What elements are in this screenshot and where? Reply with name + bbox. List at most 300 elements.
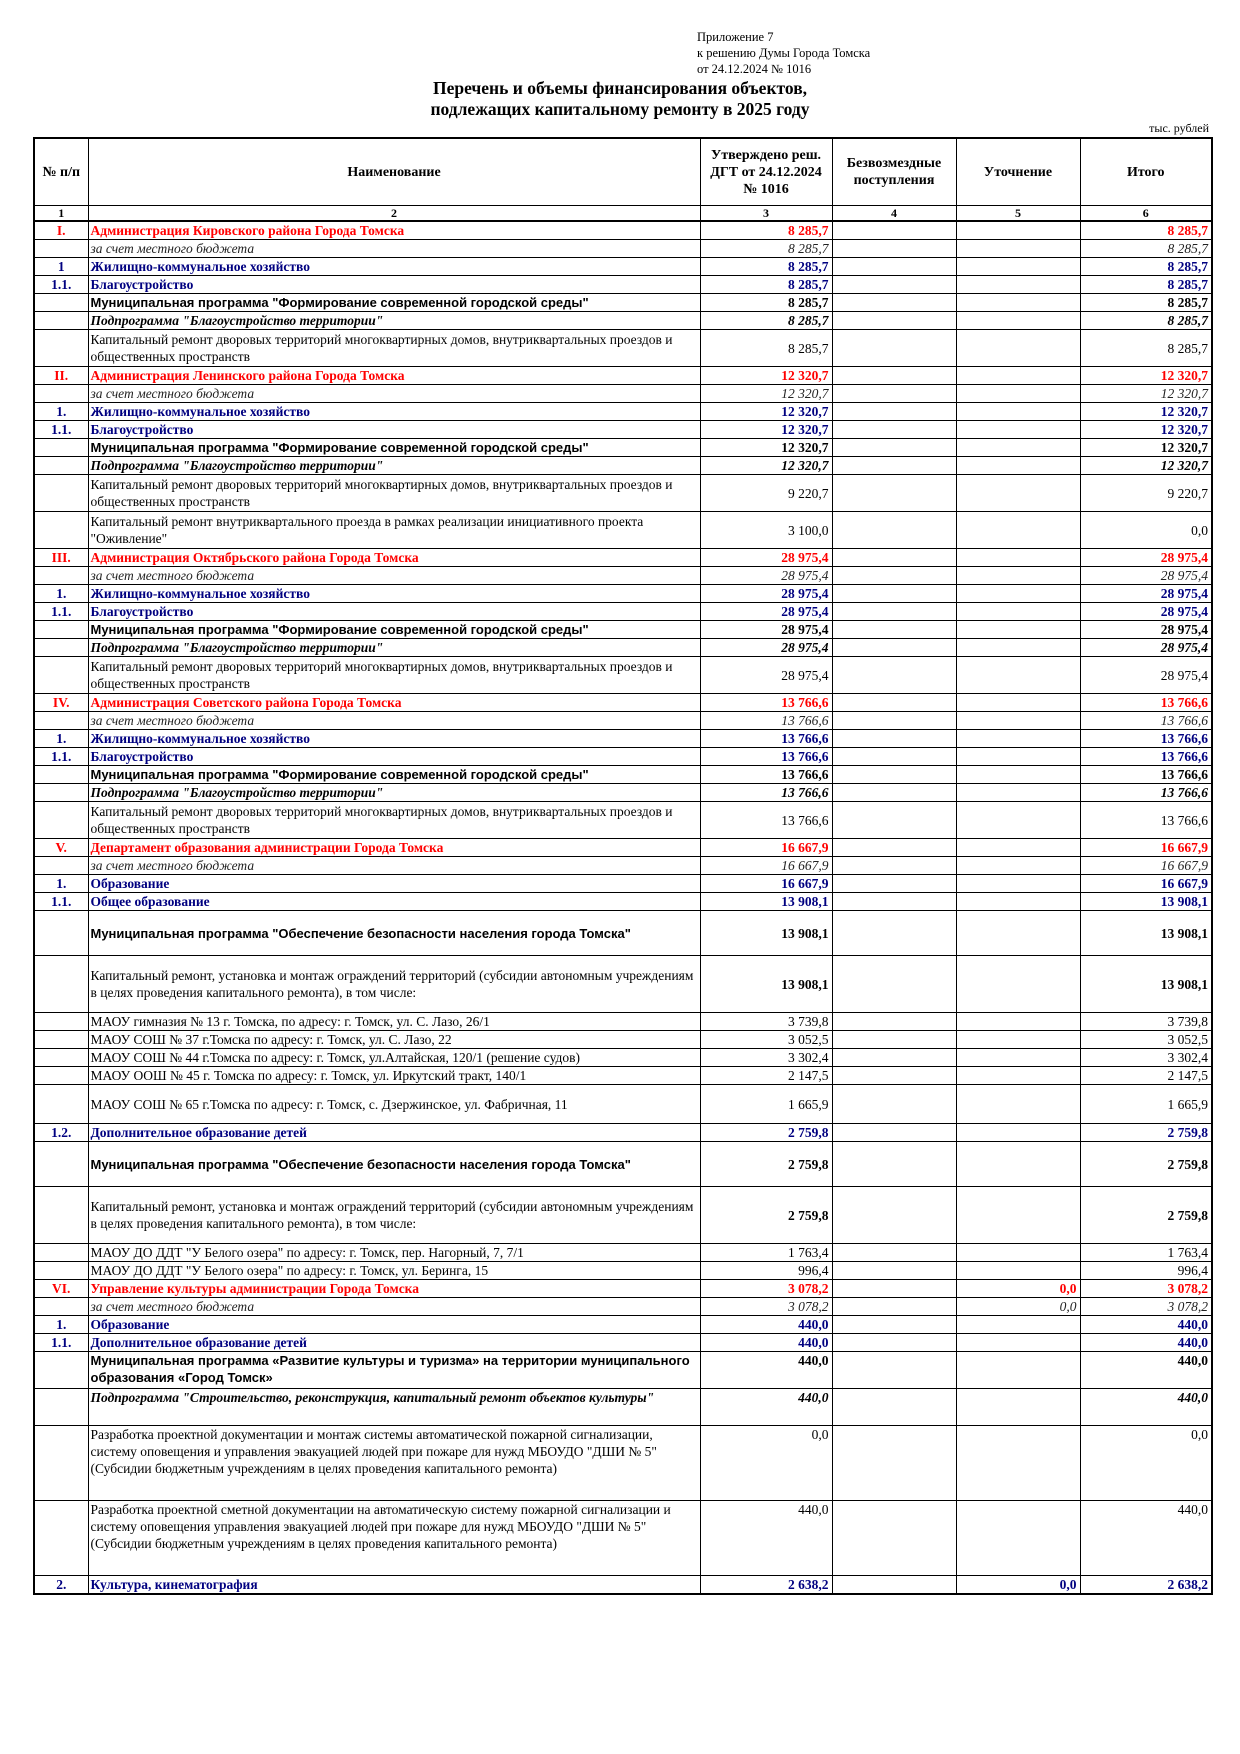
table-row [34, 1031, 1212, 1049]
row-name: Жилищно-коммунальное хозяйство [88, 258, 700, 276]
row-adjust [956, 1124, 1080, 1142]
row-adjust [956, 258, 1080, 276]
row-name: Общее образование [88, 893, 700, 911]
row-name: Муниципальная программа "Формирование современной городской среды" [88, 439, 700, 457]
row-number [34, 1244, 88, 1262]
row-adjust [956, 312, 1080, 330]
row-number: 1.1. [34, 603, 88, 621]
table-row [34, 421, 1212, 439]
table-row [34, 1085, 1212, 1124]
document-title [0, 78, 1240, 120]
row-approved: 13 908,1 [700, 911, 832, 956]
table-row [34, 385, 1212, 403]
row-total: 28 975,4 [1080, 585, 1212, 603]
row-adjust [956, 1352, 1080, 1389]
row-grants [832, 367, 956, 385]
row-total: 13 766,6 [1080, 766, 1212, 784]
row-total: 12 320,7 [1080, 439, 1212, 457]
row-name: Жилищно-коммунальное хозяйство [88, 730, 700, 748]
row-total: 16 667,9 [1080, 875, 1212, 893]
row-adjust [956, 475, 1080, 512]
row-adjust [956, 221, 1080, 240]
row-total: 13 766,6 [1080, 802, 1212, 839]
row-total: 2 759,8 [1080, 1124, 1212, 1142]
column-number: 6 [1080, 206, 1212, 222]
row-approved: 8 285,7 [700, 240, 832, 258]
row-name: Образование [88, 875, 700, 893]
row-grants [832, 567, 956, 585]
table-row [34, 312, 1212, 330]
table-row [34, 802, 1212, 839]
row-name: Муниципальная программа «Развитие культуры и туризма» на территории муниципального образования «Город Томск» [88, 1352, 700, 1389]
row-number [34, 657, 88, 694]
table-row [34, 1262, 1212, 1280]
row-name: за счет местного бюджета [88, 240, 700, 258]
row-name: Капитальный ремонт дворовых территорий многоквартирных домов, внутриквартальных проездов и общественных пространств [88, 657, 700, 694]
table-row [34, 621, 1212, 639]
row-name: Благоустройство [88, 603, 700, 621]
row-number [34, 1501, 88, 1576]
row-number [34, 512, 88, 549]
row-total: 12 320,7 [1080, 367, 1212, 385]
row-approved: 2 759,8 [700, 1124, 832, 1142]
row-adjust [956, 294, 1080, 312]
row-number: II. [34, 367, 88, 385]
row-grants [832, 1576, 956, 1595]
row-name: Администрация Кировского района Города Томска [88, 221, 700, 240]
row-adjust [956, 1013, 1080, 1031]
row-number: 1. [34, 403, 88, 421]
row-total: 3 052,5 [1080, 1031, 1212, 1049]
row-approved: 28 975,4 [700, 603, 832, 621]
row-total: 8 285,7 [1080, 258, 1212, 276]
appendix-line-3: от 24.12.2024 № 1016 [697, 62, 812, 76]
row-approved: 12 320,7 [700, 439, 832, 457]
row-adjust [956, 802, 1080, 839]
row-adjust [956, 1067, 1080, 1085]
row-grants [832, 258, 956, 276]
row-number [34, 240, 88, 258]
row-grants [832, 276, 956, 294]
row-approved: 12 320,7 [700, 421, 832, 439]
row-name: Капитальный ремонт, установка и монтаж ограждений территорий (субсидии автономным учреждениям в целях проведения капитального ремонта), в том числе: [88, 956, 700, 1013]
row-number [34, 330, 88, 367]
row-number [34, 911, 88, 956]
table-row [34, 1334, 1212, 1352]
row-adjust [956, 276, 1080, 294]
row-total: 13 908,1 [1080, 956, 1212, 1013]
row-number [34, 475, 88, 512]
row-approved: 28 975,4 [700, 567, 832, 585]
row-grants [832, 457, 956, 475]
table-row [34, 1049, 1212, 1067]
row-number [34, 1142, 88, 1187]
row-adjust [956, 766, 1080, 784]
row-adjust [956, 857, 1080, 875]
row-total: 3 078,2 [1080, 1298, 1212, 1316]
row-approved: 28 975,4 [700, 639, 832, 657]
row-number [34, 1352, 88, 1389]
row-name: Благоустройство [88, 276, 700, 294]
row-adjust [956, 457, 1080, 475]
table-row [34, 603, 1212, 621]
table-row [34, 240, 1212, 258]
row-adjust [956, 621, 1080, 639]
row-adjust: 0,0 [956, 1576, 1080, 1595]
table-row [34, 276, 1212, 294]
row-total: 0,0 [1080, 512, 1212, 549]
row-number [34, 385, 88, 403]
row-adjust [956, 1031, 1080, 1049]
row-approved: 13 908,1 [700, 956, 832, 1013]
row-total: 440,0 [1080, 1352, 1212, 1389]
row-adjust [956, 567, 1080, 585]
row-adjust [956, 893, 1080, 911]
row-name: Капитальный ремонт дворовых территорий многоквартирных домов, внутриквартальных проездов и общественных пространств [88, 330, 700, 367]
table-row [34, 1067, 1212, 1085]
row-name: Жилищно-коммунальное хозяйство [88, 403, 700, 421]
row-grants [832, 639, 956, 657]
row-name: Муниципальная программа "Обеспечение безопасности населения города Томска" [88, 911, 700, 956]
row-number: V. [34, 839, 88, 857]
row-name: Капитальный ремонт, установка и монтаж ограждений территорий (субсидии автономным учреждениям в целях проведения капитального ремонта), в том числе: [88, 1187, 700, 1244]
row-name: Жилищно-коммунальное хозяйство [88, 585, 700, 603]
row-adjust [956, 911, 1080, 956]
row-name: Дополнительное образование детей [88, 1334, 700, 1352]
row-adjust [956, 1334, 1080, 1352]
table-row [34, 330, 1212, 367]
row-approved: 28 975,4 [700, 621, 832, 639]
row-name: МАОУ ДО ДДТ "У Белого озера" по адресу: г. Томск, пер. Нагорный, 7, 7/1 [88, 1244, 700, 1262]
row-total: 28 975,4 [1080, 621, 1212, 639]
column-number: 5 [956, 206, 1080, 222]
row-approved: 12 320,7 [700, 367, 832, 385]
table-row [34, 1501, 1212, 1576]
row-grants [832, 857, 956, 875]
row-name: Подпрограмма "Благоустройство территории" [88, 312, 700, 330]
table-row [34, 403, 1212, 421]
row-total: 16 667,9 [1080, 839, 1212, 857]
table-row [34, 875, 1212, 893]
row-grants [832, 475, 956, 512]
row-number: III. [34, 549, 88, 567]
row-adjust [956, 1049, 1080, 1067]
row-number: 1.1. [34, 1334, 88, 1352]
row-grants [832, 1501, 956, 1576]
row-total: 28 975,4 [1080, 639, 1212, 657]
row-total: 28 975,4 [1080, 657, 1212, 694]
header-num: № п/п [34, 138, 88, 206]
row-name: МАОУ гимназия № 13 г. Томска, по адресу: г. Томск, ул. С. Лазо, 26/1 [88, 1013, 700, 1031]
row-grants [832, 911, 956, 956]
row-name: Разработка проектной сметной документации на автоматическую систему пожарной сигнализации и систему оповещения управления эвакуацией людей при пожаре для нужд МБОУДО "ДШИ № 5" (Субсидии бюджетным учреждениям в целях проведения капитального ремонта) [88, 1501, 700, 1576]
row-grants [832, 802, 956, 839]
row-approved: 16 667,9 [700, 875, 832, 893]
row-approved: 8 285,7 [700, 221, 832, 240]
row-total: 440,0 [1080, 1334, 1212, 1352]
row-approved: 440,0 [700, 1316, 832, 1334]
row-adjust [956, 839, 1080, 857]
column-number-row [34, 206, 1212, 222]
row-adjust [956, 1244, 1080, 1262]
row-total: 16 667,9 [1080, 857, 1212, 875]
row-grants [832, 1280, 956, 1298]
table-row [34, 730, 1212, 748]
table-row [34, 639, 1212, 657]
row-number [34, 1298, 88, 1316]
financing-table [33, 137, 1213, 1595]
row-grants [832, 1316, 956, 1334]
row-adjust [956, 1316, 1080, 1334]
table-row [34, 839, 1212, 857]
header-approved: Утверждено реш. ДГТ от 24.12.2024 № 1016 [700, 138, 832, 206]
table-row [34, 1013, 1212, 1031]
row-grants [832, 403, 956, 421]
row-number: 1.1. [34, 421, 88, 439]
row-grants [832, 730, 956, 748]
appendix-note [697, 29, 870, 77]
row-grants [832, 875, 956, 893]
row-approved: 16 667,9 [700, 839, 832, 857]
row-total: 8 285,7 [1080, 330, 1212, 367]
table-body [34, 221, 1212, 1594]
row-number [34, 1049, 88, 1067]
row-grants [832, 385, 956, 403]
row-name: Департамент образования администрации Города Томска [88, 839, 700, 857]
row-number [34, 802, 88, 839]
row-number [34, 712, 88, 730]
row-total: 9 220,7 [1080, 475, 1212, 512]
column-number: 4 [832, 206, 956, 222]
row-number: 1.2. [34, 1124, 88, 1142]
table-row [34, 221, 1212, 240]
row-grants [832, 585, 956, 603]
row-approved: 8 285,7 [700, 312, 832, 330]
row-adjust [956, 657, 1080, 694]
header-total: Итого [1080, 138, 1212, 206]
row-name: Капитальный ремонт дворовых территорий многоквартирных домов, внутриквартальных проездов и общественных пространств [88, 475, 700, 512]
row-total: 1 665,9 [1080, 1085, 1212, 1124]
row-grants [832, 621, 956, 639]
row-grants [832, 1124, 956, 1142]
row-total: 13 766,6 [1080, 784, 1212, 802]
table-row [34, 1280, 1212, 1298]
row-approved: 28 975,4 [700, 585, 832, 603]
row-grants [832, 312, 956, 330]
row-total: 440,0 [1080, 1316, 1212, 1334]
row-grants [832, 549, 956, 567]
row-grants [832, 893, 956, 911]
row-grants [832, 1262, 956, 1280]
row-number [34, 784, 88, 802]
row-total: 28 975,4 [1080, 567, 1212, 585]
row-grants [832, 1298, 956, 1316]
table-row [34, 911, 1212, 956]
row-total: 3 302,4 [1080, 1049, 1212, 1067]
row-number [34, 621, 88, 639]
row-total: 1 763,4 [1080, 1244, 1212, 1262]
table-row [34, 585, 1212, 603]
row-name: за счет местного бюджета [88, 567, 700, 585]
row-approved: 1 665,9 [700, 1085, 832, 1124]
row-grants [832, 1334, 956, 1352]
row-grants [832, 1244, 956, 1262]
title-line-2: подлежащих капитальному ремонту в 2025 году [430, 99, 810, 119]
row-approved: 12 320,7 [700, 457, 832, 475]
row-total: 12 320,7 [1080, 457, 1212, 475]
row-name: МАОУ СОШ № 65 г.Томска по адресу: г. Томск, с. Дзержинское, ул. Фабричная, 11 [88, 1085, 700, 1124]
row-grants [832, 694, 956, 712]
row-grants [832, 603, 956, 621]
row-number [34, 457, 88, 475]
row-grants [832, 439, 956, 457]
row-approved: 13 766,6 [700, 784, 832, 802]
row-approved: 8 285,7 [700, 294, 832, 312]
row-number: VI. [34, 1280, 88, 1298]
row-total: 12 320,7 [1080, 385, 1212, 403]
row-approved: 13 766,6 [700, 802, 832, 839]
row-number [34, 766, 88, 784]
table-row [34, 475, 1212, 512]
row-total: 12 320,7 [1080, 421, 1212, 439]
row-number [34, 639, 88, 657]
row-name: Подпрограмма "Благоустройство территории" [88, 784, 700, 802]
title-line-1: Перечень и объемы финансирования объектов, [432, 78, 808, 98]
row-total: 13 908,1 [1080, 911, 1212, 956]
row-approved: 28 975,4 [700, 549, 832, 567]
row-approved: 12 320,7 [700, 403, 832, 421]
row-number [34, 857, 88, 875]
header-row [34, 138, 1212, 206]
row-approved: 440,0 [700, 1334, 832, 1352]
row-grants [832, 221, 956, 240]
table-row [34, 657, 1212, 694]
row-adjust [956, 585, 1080, 603]
row-approved: 3 052,5 [700, 1031, 832, 1049]
row-adjust [956, 748, 1080, 766]
table-row [34, 1187, 1212, 1244]
row-total: 2 759,8 [1080, 1187, 1212, 1244]
table-row [34, 439, 1212, 457]
row-total: 13 766,6 [1080, 748, 1212, 766]
row-name: за счет местного бюджета [88, 712, 700, 730]
table-row [34, 1352, 1212, 1389]
row-name: Разработка проектной документации и монтаж системы автоматической пожарной сигнализации, систему оповещения и управления эвакуацией людей при пожаре для нужд МБОУДО "ДШИ № 5" (Субсидии бюджетным учреждениям в целях проведения капитального ремонта) [88, 1426, 700, 1501]
row-grants [832, 1067, 956, 1085]
row-name: за счет местного бюджета [88, 385, 700, 403]
row-approved: 13 766,6 [700, 730, 832, 748]
row-name: МАОУ СОШ № 37 г.Томска по адресу: г. Томск, ул. С. Лазо, 22 [88, 1031, 700, 1049]
table-row [34, 1576, 1212, 1595]
row-total: 8 285,7 [1080, 276, 1212, 294]
row-grants [832, 1352, 956, 1389]
row-grants [832, 1426, 956, 1501]
row-total: 8 285,7 [1080, 221, 1212, 240]
row-total: 13 766,6 [1080, 712, 1212, 730]
row-adjust [956, 385, 1080, 403]
table-row [34, 1244, 1212, 1262]
row-adjust [956, 367, 1080, 385]
row-total: 8 285,7 [1080, 294, 1212, 312]
row-name: МАОУ ООШ № 45 г. Томска по адресу: г. Томск, ул. Иркутский тракт, 140/1 [88, 1067, 700, 1085]
row-number: 1. [34, 585, 88, 603]
row-approved: 28 975,4 [700, 657, 832, 694]
row-number: 1. [34, 730, 88, 748]
row-total: 28 975,4 [1080, 549, 1212, 567]
row-number: IV. [34, 694, 88, 712]
row-adjust [956, 784, 1080, 802]
row-adjust [956, 1389, 1080, 1426]
table-row [34, 457, 1212, 475]
row-total: 3 739,8 [1080, 1013, 1212, 1031]
row-adjust [956, 1501, 1080, 1576]
row-total: 440,0 [1080, 1389, 1212, 1426]
row-name: МАОУ ДО ДДТ "У Белого озера" по адресу: г. Томск, ул. Беринга, 15 [88, 1262, 700, 1280]
row-grants [832, 240, 956, 258]
row-number [34, 1187, 88, 1244]
row-adjust [956, 240, 1080, 258]
appendix-line-2: к решению Думы Города Томска [697, 46, 871, 60]
column-number: 1 [34, 206, 88, 222]
row-total: 28 975,4 [1080, 603, 1212, 621]
row-total: 440,0 [1080, 1501, 1212, 1576]
row-approved: 2 759,8 [700, 1187, 832, 1244]
row-approved: 13 766,6 [700, 694, 832, 712]
row-total: 2 759,8 [1080, 1142, 1212, 1187]
row-name: Муниципальная программа "Формирование современной городской среды" [88, 766, 700, 784]
row-adjust [956, 956, 1080, 1013]
row-total: 8 285,7 [1080, 312, 1212, 330]
table-row [34, 258, 1212, 276]
row-approved: 440,0 [700, 1389, 832, 1426]
row-total: 0,0 [1080, 1426, 1212, 1501]
row-grants [832, 1187, 956, 1244]
table-row [34, 367, 1212, 385]
row-name: Подпрограмма "Благоустройство территории" [88, 457, 700, 475]
row-name: Дополнительное образование детей [88, 1124, 700, 1142]
row-name: Муниципальная программа "Обеспечение безопасности населения города Томска" [88, 1142, 700, 1187]
row-adjust [956, 439, 1080, 457]
row-total: 13 766,6 [1080, 730, 1212, 748]
row-number [34, 439, 88, 457]
row-approved: 13 908,1 [700, 893, 832, 911]
row-approved: 440,0 [700, 1501, 832, 1576]
row-adjust [956, 1426, 1080, 1501]
table-row [34, 567, 1212, 585]
row-approved: 3 078,2 [700, 1280, 832, 1298]
row-grants [832, 784, 956, 802]
units-label: тыс. рублей [1149, 121, 1209, 135]
row-approved: 12 320,7 [700, 385, 832, 403]
row-name: Подпрограмма "Строительство, реконструкция, капитальный ремонт объектов культуры" [88, 1389, 700, 1426]
row-grants [832, 1013, 956, 1031]
table-row [34, 956, 1212, 1013]
row-adjust [956, 712, 1080, 730]
row-grants [832, 839, 956, 857]
row-grants [832, 956, 956, 1013]
row-name: за счет местного бюджета [88, 857, 700, 875]
row-number [34, 567, 88, 585]
row-grants [832, 512, 956, 549]
row-grants [832, 748, 956, 766]
row-number [34, 1085, 88, 1124]
table-row [34, 1298, 1212, 1316]
row-adjust [956, 1187, 1080, 1244]
row-number: 2. [34, 1576, 88, 1595]
row-approved: 1 763,4 [700, 1244, 832, 1262]
row-number: 1.1. [34, 276, 88, 294]
row-name: Муниципальная программа "Формирование современной городской среды" [88, 294, 700, 312]
